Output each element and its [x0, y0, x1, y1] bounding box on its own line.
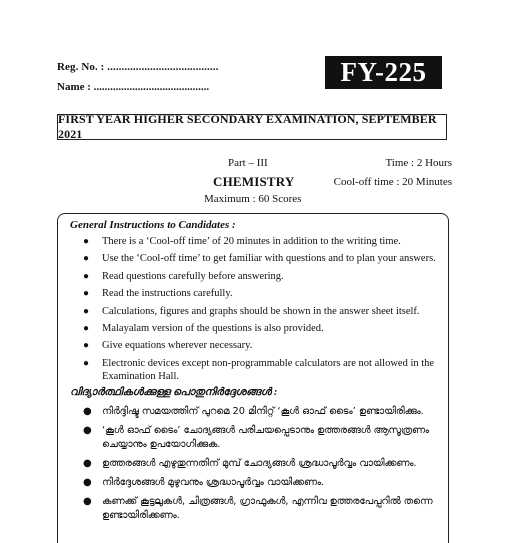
cool-off-label: Cool-off time : 20 Minutes: [333, 176, 452, 188]
bullet-icon: ●: [83, 496, 92, 507]
max-score-label: Maximum : 60 Scores: [204, 193, 302, 205]
part-label: Part – III: [228, 157, 268, 169]
time-label: Time : 2 Hours: [385, 157, 452, 169]
bullet-icon: ●: [83, 406, 92, 417]
instructions-list: [72, 235, 437, 387]
instruction-item: ● There is a ‘Cool-off time’ of 20 minutes in addition to the writing time.: [83, 236, 401, 247]
bullet-icon: ●: [83, 425, 92, 436]
malayalam-item: ● ഉത്തരങ്ങൾ എഴുതുന്നതിന് മുമ്പ് ചോദ്യങ്ങൾ ശ്രദ്ധാപൂർവ്വം വായിക്കണം.: [83, 458, 417, 469]
bullet-icon: ●: [83, 477, 92, 488]
instruction-item: ● Give equations wherever necessary.: [83, 340, 253, 352]
bullet-icon: ●: [83, 270, 90, 282]
malayalam-item: ● ‘കൂൾ ഓഫ് ടൈം’ ചോദ്യങ്ങൾ പരിചയപ്പെടാനും ഉത്തരങ്ങൾ ആസൂത്രണം ചെയ്യാനും ഉപയോഗിക്കുക.: [83, 425, 429, 450]
bullet-icon: ●: [83, 236, 90, 247]
instruction-item: ● Read the instructions carefully.: [83, 288, 233, 300]
bullet-icon: ●: [83, 340, 90, 352]
exam-title: FIRST YEAR HIGHER SECONDARY EXAMINATION, SEPTEMBER 2021: [57, 114, 447, 140]
malayalam-list: [72, 405, 437, 528]
bullet-icon: ●: [83, 253, 90, 265]
instruction-item: ● Electronic devices except non-programmable calculators are not allowed in the Examination Hall.: [83, 357, 435, 382]
subject-title: CHEMISTRY: [213, 174, 295, 189]
malayalam-item: ● നിർദ്ദിഷ്ട സമയത്തിന് പുറമെ 20 മിനിറ്റ് ‘കൂൾ ഓഫ് ടൈം’ ഉണ്ടായിരിക്കും.: [83, 406, 424, 417]
name-field: Name : ..........................................: [57, 81, 210, 93]
instructions-heading: General Instructions to Candidates :: [70, 219, 236, 231]
instruction-item: ● Calculations, figures and graphs should be shown in the answer sheet itself.: [83, 305, 420, 317]
instruction-item: ● Read questions carefully before answering.: [83, 270, 284, 282]
instruction-item: ● Use the ‘Cool-off time’ to get familiar with questions and to plan your answers.: [83, 253, 436, 265]
bullet-icon: ●: [83, 322, 90, 334]
malayalam-item: ● നിർദ്ദേശങ്ങൾ മുഴുവനും ശ്രദ്ധാപൂർവ്വം വായിക്കണം.: [83, 477, 325, 488]
bullet-icon: ●: [83, 305, 90, 317]
malayalam-item: ● കണക്ക് കൂട്ടലുകൾ, ചിത്രങ്ങൾ, ഗ്രാഫുകൾ, എന്നിവ ഉത്തരപേപ്പറിൽ തന്നെ ഉണ്ടായിരിക്കണം.: [83, 496, 433, 521]
paper-code-badge: FY-225: [325, 56, 442, 89]
malayalam-heading: വിദ്യാർത്ഥികൾക്കുള്ള പൊതുനിർദ്ദേശങ്ങൾ :: [70, 387, 278, 398]
instruction-item: ● Malayalam version of the questions is also provided.: [83, 322, 324, 334]
bullet-icon: ●: [83, 357, 90, 369]
bullet-icon: ●: [83, 458, 92, 469]
bullet-icon: ●: [83, 288, 90, 300]
reg-no-field: Reg. No. : .......................................: [57, 61, 219, 73]
